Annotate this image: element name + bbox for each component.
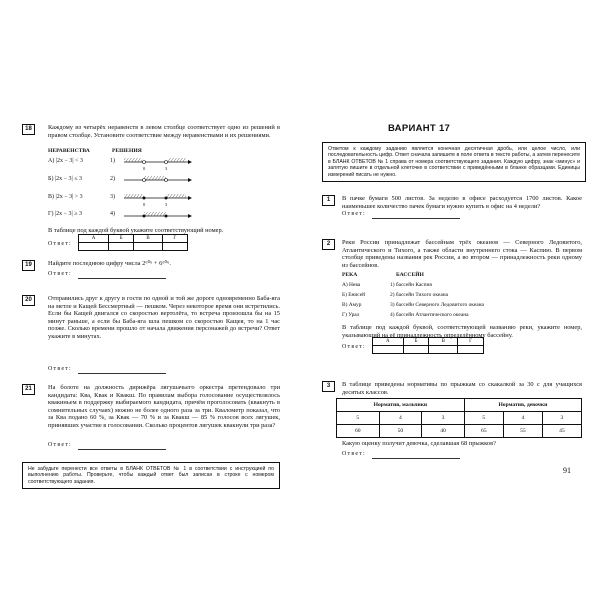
task-18-instruction: В таблице под каждой буквой укажите соответствующий номер. <box>48 227 224 234</box>
answer-col-b: Б <box>403 338 429 346</box>
task-21-answer-label: Ответ: <box>48 442 72 448</box>
river-header: РЕКА <box>342 272 358 278</box>
number-line-1 <box>124 158 192 164</box>
answer-cell[interactable] <box>109 243 134 251</box>
river-item: Б) Енисей <box>342 292 366 298</box>
value-cell: 60 <box>337 425 380 438</box>
inequality-a: А) |2x − 3| < 3 <box>48 158 84 164</box>
solution-1-label: 1) <box>110 158 115 164</box>
task-1-text: В пачке бумаги 500 листов. За неделю в офисе расходуется 1700 листов. Какое наименьшее количество пачек бумаги нужно купить в офис на 4 недели? <box>342 195 582 210</box>
task-3-number: 3 <box>322 381 335 392</box>
answer-cell[interactable] <box>429 346 458 354</box>
basin-item: 1) бассейн Каспия <box>390 282 432 288</box>
basin-item: 4) бассейн Атлантического океана <box>390 312 469 318</box>
answer-col-d: Г <box>162 235 187 243</box>
grade-cell: 3 <box>542 412 581 425</box>
answer-cell[interactable] <box>162 243 187 251</box>
value-cell: 65 <box>464 425 503 438</box>
task-2-instruction: В таблице под каждой буквой, соответствующей названию реки, укажите номер, указывающий на её принадлежность определённому бассейну. <box>342 324 582 339</box>
solutions-header: РЕШЕНИЯ <box>112 148 142 154</box>
answer-cell[interactable] <box>134 243 162 251</box>
answer-col-d: Г <box>458 338 484 346</box>
answer-col-c: В <box>134 235 162 243</box>
task-3-question: Какую оценку получит девочка, сделавшая 68 прыжков? <box>342 440 496 447</box>
value-cell: 50 <box>379 425 422 438</box>
task-18-number: 18 <box>22 124 35 135</box>
task-19-number: 19 <box>22 260 35 271</box>
river-item: А) Нева <box>342 282 361 288</box>
task-2-number: 2 <box>322 239 335 250</box>
river-item: Г) Урал <box>342 312 360 318</box>
task-20-answer-line[interactable] <box>78 373 166 374</box>
boys-header: Норматив, мальчики <box>337 399 465 412</box>
answer-cell[interactable] <box>403 346 429 354</box>
task-20-text: Отправились друг к другу в гости по одной и той же дороге одновременно Баба-яга на метле и Кащей Бессмертный — пешком. Через некоторое время они встретились. Если бы Кащей двигался со скоростью вертолёта, то встреча произошла бы на 15 минут раньше, а если бы Баба-яга шла пешком со скоростью Кащея, то на 1 час позже. Сколько времени прошло от начала движения персонажей до встречи? Ответ укажите в минутах. <box>48 295 280 340</box>
grade-cell: 4 <box>379 412 422 425</box>
basin-list <box>390 282 484 322</box>
right-page <box>300 0 600 600</box>
number-line-3 <box>124 194 192 200</box>
task-18-answer-table[interactable] <box>78 234 188 251</box>
solution-4-label: 4) <box>110 211 115 217</box>
axis-label-3b: 3 <box>165 202 168 207</box>
task-19-text: Найдите последнюю цифру числа 2⁶⁰⁶ + 6⁶⁰⁶. <box>48 260 171 267</box>
grade-cell: 5 <box>464 412 503 425</box>
task-19-answer-line[interactable] <box>78 278 166 279</box>
task-20-answer-label: Ответ: <box>48 366 72 372</box>
value-cell: 55 <box>503 425 542 438</box>
variant-title: ВАРИАНТ 17 <box>388 123 451 134</box>
solution-3-label: 3) <box>110 194 115 200</box>
value-cell: 45 <box>542 425 581 438</box>
task-2-answer-table[interactable] <box>372 337 484 354</box>
solution-2-label: 2) <box>110 176 115 182</box>
axis-label-0: 0 <box>143 166 146 171</box>
value-cell: 40 <box>422 425 465 438</box>
number-line-4 <box>124 212 192 218</box>
answer-col-c: В <box>429 338 458 346</box>
task-1-answer-label: Ответ: <box>342 211 366 217</box>
answer-col-a: А <box>373 338 404 346</box>
river-item: В) Амур <box>342 302 362 308</box>
task-20-number: 20 <box>22 295 35 306</box>
basin-item: 2) бассейн Тихого океана <box>390 292 448 298</box>
answer-col-a: А <box>79 235 109 243</box>
grade-cell: 4 <box>503 412 542 425</box>
number-line-2 <box>124 176 192 182</box>
task-2-answer-label: Ответ: <box>342 344 366 350</box>
task-21-number: 21 <box>22 384 35 395</box>
inequality-d: Г) |2x − 3| ≥ 3 <box>48 211 83 217</box>
task-19-answer-label: Ответ: <box>48 271 72 277</box>
answer-cell[interactable] <box>373 346 404 354</box>
axis-label-0b: 0 <box>143 202 146 207</box>
task-3-answer-line[interactable] <box>372 458 460 459</box>
task-3-answer-label: Ответ: <box>342 451 366 457</box>
task-18-answer-label: Ответ: <box>48 241 72 247</box>
answer-cell[interactable] <box>458 346 484 354</box>
axis-label-3: 3 <box>165 166 168 171</box>
inequalities-header: НЕРАВЕНСТВА <box>48 148 90 154</box>
solution-number-lines <box>122 154 192 230</box>
task-1-answer-line[interactable] <box>372 218 460 219</box>
task-21-answer-line[interactable] <box>78 449 166 450</box>
inequality-c: В) |2x − 3| > 3 <box>48 194 83 200</box>
task-3-text: В таблице приведены нормативы по прыжкам со скакалкой за 30 с для учащихся десятых классов. <box>342 381 582 396</box>
girls-header: Норматив, девочки <box>464 399 581 412</box>
basin-header: БАССЕЙН <box>396 272 424 278</box>
general-instructions: Ответом к каждому заданию является конечная десятичная дробь, или целое число, или последовательность цифр. Ответ сначала запишите в поле ответа в тексте работы, а затем перенесите в БЛАНК ОТВЕТОВ № 1 справа от номера соответствующего задания. Каждую цифру, знак «минус» и запятую пишите в отдельной клеточке в соответствии с приведёнными в бланке образцами. Единицы измерений писать не нужно. <box>322 142 586 182</box>
answer-cell[interactable] <box>79 243 109 251</box>
norms-table <box>336 398 582 438</box>
basin-item: 3) бассейн Северного Ледовитого океана <box>390 302 484 308</box>
task-2-text: Реки России принадлежат бассейнам трёх океанов — Северного Ледовитого, Атлантического и Тихого, а также области внутреннего стока — Каспию. В первом столбце приведены названия рек России, а во втором — принадлежность реки одному из бассейнов. <box>342 239 582 269</box>
grade-cell: 3 <box>422 412 465 425</box>
task-1-number: 1 <box>322 195 335 206</box>
grade-cell: 5 <box>337 412 380 425</box>
task-18-text: Каждому из четырёх неравенств в левом столбце соответствует одно из решений в правом столбце. Установите соответствие между неравенствами и их решениями. <box>48 124 280 139</box>
transfer-answers-notice: Не забудьте перенести все ответы в БЛАНК ОТВЕТОВ № 1 в соответствии с инструкцией по выполнению работы. Проверьте, чтобы каждый ответ был записан в строке с номером соответствующего задания. <box>22 462 280 489</box>
answer-col-b: Б <box>109 235 134 243</box>
inequality-b: Б) |2x − 3| ≤ 3 <box>48 176 83 182</box>
task-21-text: На болоте на должность дирижёра лягушачьего оркестра претендовало три кандидата: Ква, Квак и Квакш. По правилам выбора голосование осуществлялось квакиньем в поддержку выбираемого кандидата, причём проголосовать (квакнуть в сомнительных случаях) можно не более одного раза за три. Квалометр показал, что за Ква подано 60 %, за Квак — 70 % и за Квакш — 85 % голосов всех лягушек, принявших участие в голосовании. Сколько процентов лягушек квакнули три раза? <box>48 384 280 429</box>
river-list <box>342 282 365 322</box>
page-number: 91 <box>563 466 571 475</box>
